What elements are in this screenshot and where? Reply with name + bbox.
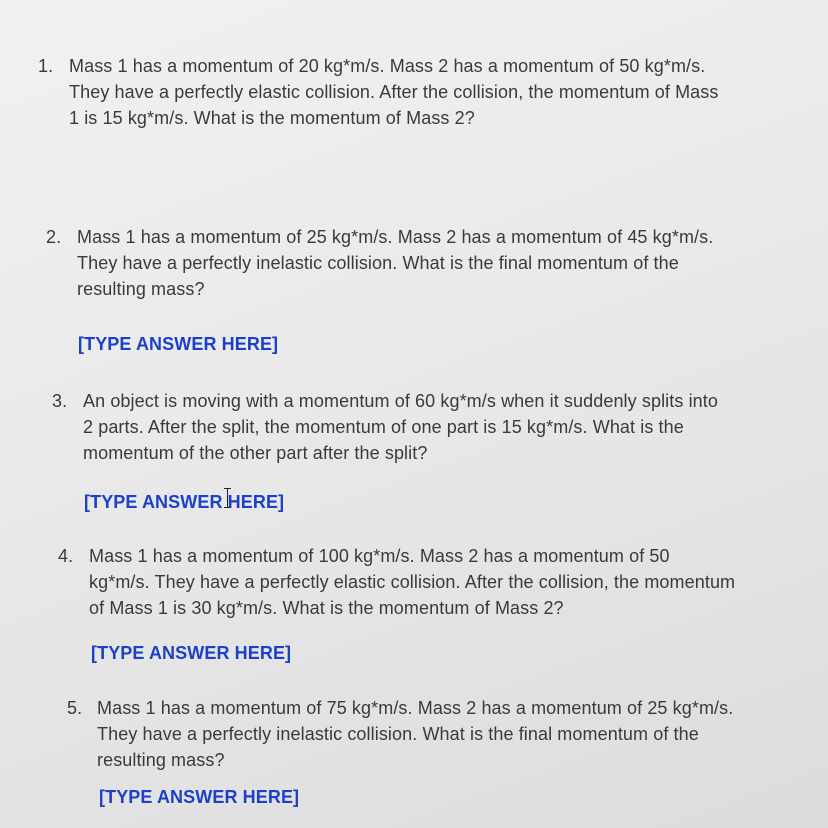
question-4-line-3: of Mass 1 is 30 kg*m/s. What is the momentum of Mass 2? [89, 598, 564, 618]
question-3-line-3: momentum of the other part after the split? [83, 443, 428, 463]
question-2-number: 2. [46, 227, 62, 247]
question-4-line-1: Mass 1 has a momentum of 100 kg*m/s. Mass 2 has a momentum of 50 [89, 546, 670, 566]
question-3-line-1: An object is moving with a momentum of 60 kg*m/s when it suddenly splits into [83, 391, 718, 411]
question-5-line-2: They have a perfectly inelastic collision. What is the final momentum of the [97, 724, 699, 744]
answer-field-2[interactable]: [TYPE ANSWER HERE] [78, 334, 279, 354]
answer-field-4[interactable]: [TYPE ANSWER HERE] [91, 643, 292, 663]
question-2-line-3: resulting mass? [77, 279, 205, 299]
question-1-line-2: They have a perfectly elastic collision. After the collision, the momentum of Mass [69, 82, 719, 102]
question-1-number: 1. [38, 56, 54, 76]
question-3-number: 3. [52, 391, 68, 411]
question-1-line-3: 1 is 15 kg*m/s. What is the momentum of Mass 2? [69, 108, 475, 128]
question-5-number: 5. [67, 698, 83, 718]
question-1 [38, 53, 808, 133]
answer-field-3[interactable]: [TYPE ANSWER HERE] [84, 492, 285, 512]
question-5-line-1: Mass 1 has a momentum of 75 kg*m/s. Mass 2 has a momentum of 25 kg*m/s. [97, 698, 734, 718]
question-3-line-2: 2 parts. After the split, the momentum of one part is 15 kg*m/s. What is the [83, 417, 684, 437]
question-4-line-2: kg*m/s. They have a perfectly elastic collision. After the collision, the momentum [89, 572, 736, 592]
answer-field-5[interactable]: [TYPE ANSWER HERE] [99, 787, 300, 807]
question-4-number: 4. [58, 546, 74, 566]
question-2-line-2: They have a perfectly inelastic collision. What is the final momentum of the [77, 253, 679, 273]
question-1-line-1: Mass 1 has a momentum of 20 kg*m/s. Mass 2 has a momentum of 50 kg*m/s. [69, 56, 706, 76]
question-2 [46, 224, 806, 304]
question-4 [58, 543, 808, 623]
question-5 [67, 695, 807, 775]
question-5-line-3: resulting mass? [97, 750, 225, 770]
question-3 [52, 388, 812, 468]
question-2-line-1: Mass 1 has a momentum of 25 kg*m/s. Mass 2 has a momentum of 45 kg*m/s. [77, 227, 714, 247]
